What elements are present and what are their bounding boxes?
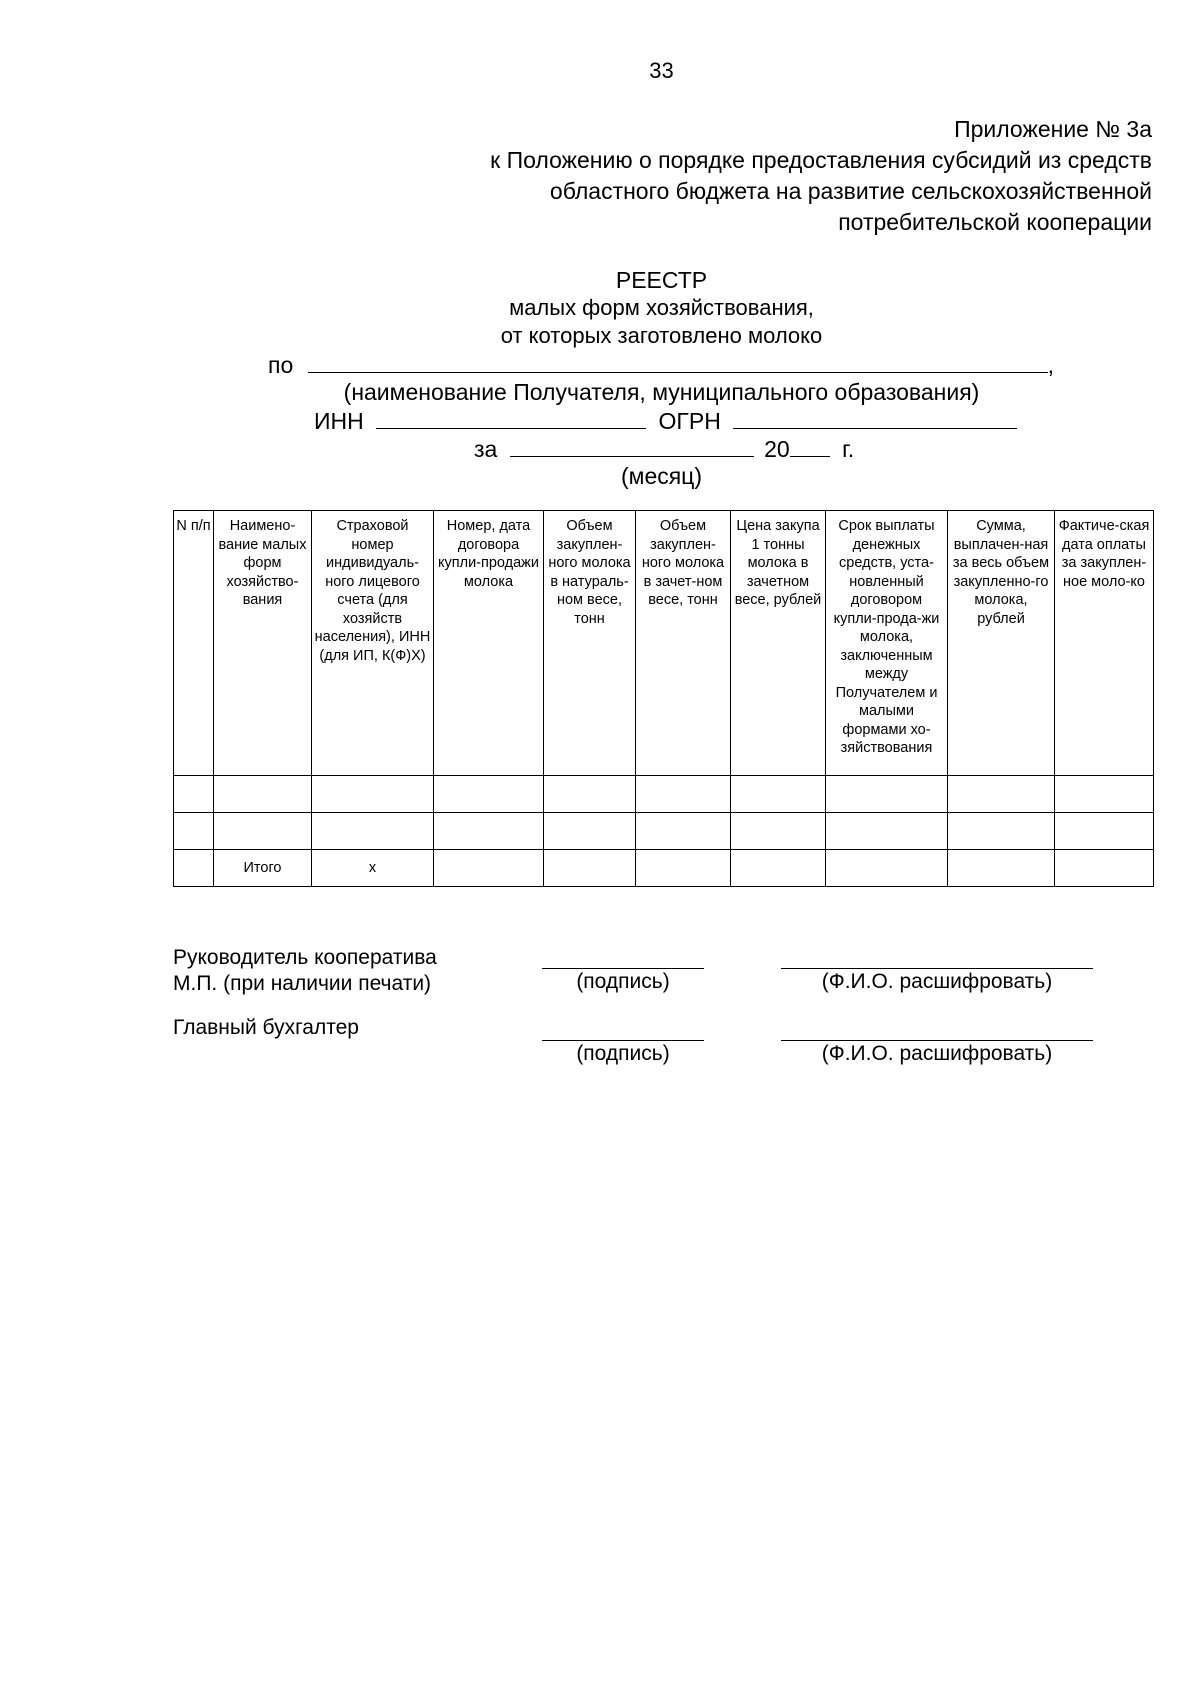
month-caption: (месяц) [620,463,703,489]
ogrn-field[interactable] [733,406,1017,429]
table-cell[interactable] [312,813,434,850]
accountant-name-field[interactable] [781,1040,1093,1041]
column-header: N п/п [174,511,214,776]
po-label: по [268,352,294,378]
register-title: РЕЕСТР [615,267,708,293]
table-cell[interactable] [544,850,636,887]
table-cell[interactable] [948,850,1055,887]
table-cell[interactable] [731,776,826,813]
signature-caption: (подпись) [576,1042,670,1065]
total-label-cell: Итого [214,850,312,887]
appendix-line: потребительской кооперации [838,209,1152,235]
table-cell[interactable] [434,776,544,813]
recipient-field[interactable] [308,350,1048,373]
total-row [174,850,1154,887]
head-label: Руководитель кооператива [173,946,437,969]
table-cell[interactable] [1055,813,1154,850]
inn-ogrn-line [314,406,1017,435]
table-cell[interactable] [174,776,214,813]
table-cell[interactable] [174,813,214,850]
column-header: Цена закупа 1 тонны молока в зачетном весе, рублей [731,511,826,776]
table-cell[interactable] [636,776,731,813]
table-cell[interactable] [636,850,731,887]
year-prefix: 20 [764,436,790,462]
name-caption: (Ф.И.О. расшифровать) [821,970,1053,993]
table-cell[interactable] [1055,850,1154,887]
stamp-label: М.П. (при наличии печати) [173,972,432,995]
table-cell[interactable] [731,813,826,850]
head-name-field[interactable] [781,968,1093,969]
table-cell[interactable] [312,776,434,813]
column-header: Страховой номер индивидуаль-ного лицевого счета (для хозяйств населения), ИНН (для ИП, К(Ф)Х) [312,511,434,776]
po-comma: , [1047,352,1055,378]
recipient-line [268,350,1054,379]
year-suffix: г. [842,436,855,462]
inn-label: ИНН [314,408,364,434]
table-cell[interactable] [544,813,636,850]
table-cell[interactable] [214,776,312,813]
column-header: Объем закуплен-ного молока в зачет-ном весе, тонн [636,511,731,776]
table-cell[interactable] [636,813,731,850]
table-cell[interactable] [948,776,1055,813]
table-cell[interactable] [214,813,312,850]
table-row [174,813,1154,850]
accountant-label: Главный бухгалтер [173,1016,359,1039]
table-cell[interactable] [948,813,1055,850]
inn-field[interactable] [376,406,646,429]
column-header: Номер, дата договора купли-продажи молока [434,511,544,776]
column-header: Объем закуплен-ного молока в натураль-ном весе, тонн [544,511,636,776]
table-cell[interactable] [826,850,948,887]
table-cell[interactable] [544,776,636,813]
table-cell[interactable] [1055,776,1154,813]
signature-caption: (подпись) [576,970,670,993]
table-cell[interactable] [434,813,544,850]
year-field[interactable] [790,434,830,457]
register-subtitle: от которых заготовлено молоко [500,323,823,348]
appendix-title: Приложение № 3а [954,116,1152,142]
za-label: за [474,436,498,462]
ogrn-label: ОГРН [658,408,721,434]
column-header: Сумма, выплачен-ная за весь объем закупленно-го молока, рублей [948,511,1055,776]
page-number: 33 [649,58,674,83]
table-cell[interactable] [731,850,826,887]
column-header: Наимено-вание малых форм хозяйство-вания [214,511,312,776]
accountant-signature-field[interactable] [542,1040,704,1041]
table-cell[interactable] [826,813,948,850]
register-table [173,510,1154,887]
appendix-line: к Положению о порядке предоставления субсидий из средств [490,147,1152,173]
appendix-block [490,114,1152,238]
table-cell[interactable] [826,776,948,813]
month-field[interactable] [510,434,754,457]
table-cell[interactable] [174,850,214,887]
not-applicable-cell: x [312,850,434,887]
table-cell[interactable] [434,850,544,887]
register-subtitle: малых форм хозяйствования, [509,295,814,320]
table-row [174,776,1154,813]
head-signature-field[interactable] [542,968,704,969]
appendix-line: областного бюджета на развитие сельскохозяйственной [549,178,1152,204]
name-caption: (Ф.И.О. расшифровать) [821,1042,1053,1065]
table-header-row [174,511,1154,776]
column-header: Фактиче-ская дата оплаты за закуплен-ное моло-ко [1055,511,1154,776]
recipient-caption: (наименование Получателя, муниципального образования) [343,379,980,405]
period-line [474,434,854,463]
column-header: Срок выплаты денежных средств, уста-новленный договором купли-прода-жи молока, заключенным между Получателем и малыми формами хо-зяйствования [826,511,948,776]
